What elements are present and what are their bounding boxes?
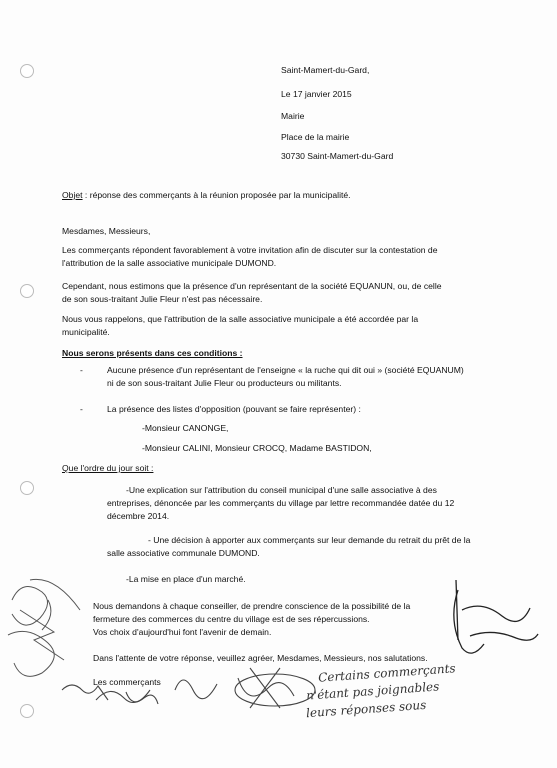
header-city: Saint-Mamert-du-Gard, — [281, 65, 370, 75]
opposition-person: -Monsieur CANONGE, — [142, 423, 229, 433]
conditions-heading: Nous serons présents dans ces conditions : — [62, 348, 243, 358]
paragraph-line: Nous vous rappelons, que l'attribution de la salle associative municipale a été accordée par la — [62, 314, 419, 324]
agenda-line: décembre 2014. — [107, 511, 170, 521]
header-org: Mairie — [281, 111, 305, 121]
paragraph-line: de son sous-traitant Julie Fleur n'est pas nécessaire. — [62, 294, 263, 304]
paragraph-line: Cependant, nous estimons que la présence d'un représentant de la société EQUANUN, ou, de celle — [62, 281, 442, 291]
paragraph-line: Les commerçants répondent favorablement à votre invitation afin de discuter sur la contestation de — [62, 245, 438, 255]
closing-line: Dans l'attente de votre réponse, veuillez agréer, Mesdames, Messieurs, nos salutations. — [93, 653, 428, 663]
paragraph-line: municipalité. — [62, 327, 110, 337]
punch-hole — [20, 481, 34, 495]
agenda-line: salle associative communale DUMOND. — [107, 548, 260, 558]
closing-line: fermeture des commerces du centre du village est de ses répercussions. — [93, 614, 370, 624]
closing-line: Nous demandons à chaque conseiller, de prendre conscience de la possibilité de la — [93, 601, 411, 611]
punch-hole — [20, 64, 34, 78]
header-postal: 30730 Saint-Mamert-du-Gard — [281, 151, 394, 161]
signoff: Les commerçants — [93, 677, 161, 687]
bullet-dash: - — [80, 404, 83, 414]
condition-line: La présence des listes d'opposition (pouvant se faire représenter) : — [107, 404, 361, 414]
closing-line: Vos choix d'aujourd'hui font l'avenir de demain. — [93, 627, 272, 637]
opposition-person: -Monsieur CALINI, Monsieur CROCQ, Madame BASTIDON, — [142, 443, 372, 453]
paragraph-line: l'attribution de la salle associative municipale DUMOND. — [62, 258, 277, 268]
salutation: Mesdames, Messieurs, — [62, 226, 151, 236]
condition-line: ni de son sous-traitant Julie Fleur ou producteurs ou militants. — [107, 378, 342, 388]
punch-hole — [20, 284, 34, 298]
agenda-heading: Que l'ordre du jour soit : — [62, 463, 154, 473]
agenda-line: -Une explication sur l'attribution du conseil municipal d'une salle associative à des — [126, 485, 437, 495]
condition-line: Aucune présence d'un représentant de l'enseigne « la ruche qui dit oui » (société EQUANUM) — [107, 365, 464, 375]
header-address: Place de la mairie — [281, 132, 350, 142]
agenda-line: -La mise en place d'un marché. — [126, 574, 246, 584]
header-date: Le 17 janvier 2015 — [281, 89, 352, 99]
agenda-line: entreprises, dénoncée par les commerçants du village par lettre recommandée datée du 12 — [107, 498, 455, 508]
object-text: : réponse des commerçants à la réunion proposée par la municipalité. — [82, 190, 351, 200]
handwritten-note-line: n'étant pas joignables — [305, 679, 440, 703]
agenda-line: - Une décision à apporter aux commerçants sur leur demande du retrait du prêt de la — [148, 535, 471, 545]
handwritten-note-line: leurs réponses sous — [305, 697, 427, 721]
signatures-drawing — [0, 560, 557, 768]
object-line — [62, 190, 351, 201]
bullet-dash: - — [80, 365, 83, 375]
object-label: Objet — [62, 190, 83, 200]
handwritten-note-line: Certains commerçants — [317, 661, 456, 685]
